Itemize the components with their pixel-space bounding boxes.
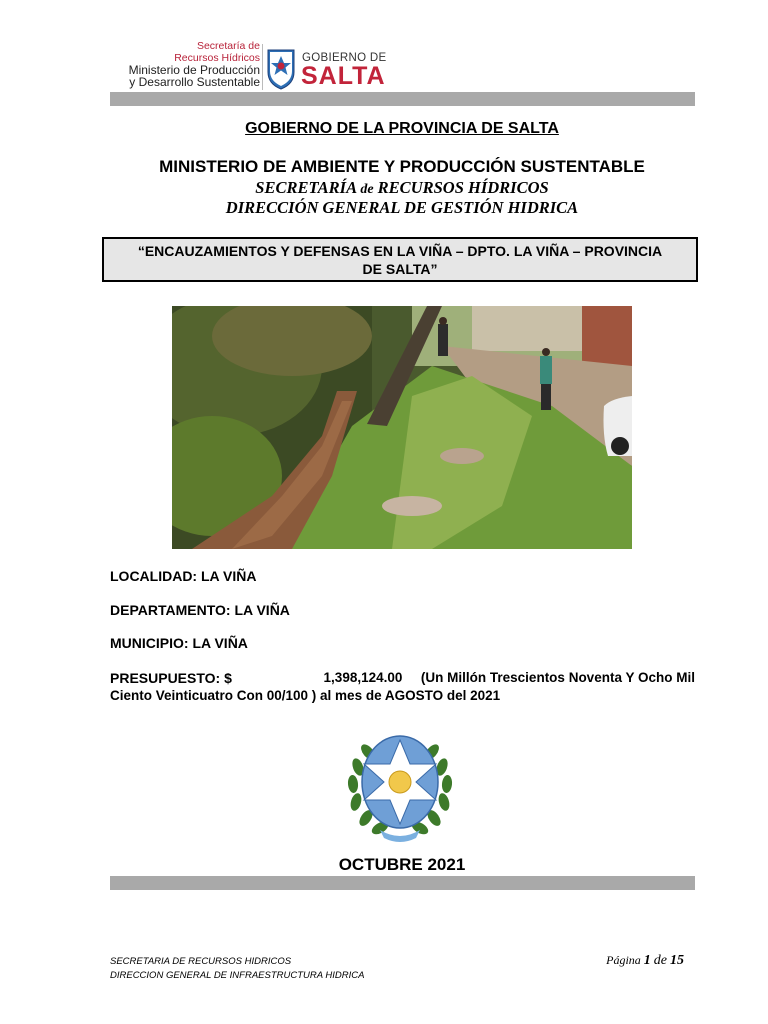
- header-bar: [110, 92, 695, 106]
- salta-coat-of-arms-icon: [344, 722, 456, 844]
- logo-ministerio-line1: Ministerio de Producción: [128, 63, 260, 77]
- budget-block: [110, 669, 695, 705]
- secretariat-prefix: SECRETARÍA: [255, 178, 361, 197]
- project-title-box: [102, 237, 698, 282]
- logo-ministerio-line2: y Desarrollo Sustentable: [129, 75, 260, 89]
- project-title-line1: “ENCAUZAMIENTOS Y DEFENSAS EN LA VIÑA – DPTO. LA VIÑA – PROVINCIA: [137, 243, 663, 259]
- footer-org: [110, 955, 364, 983]
- canal-photo: [172, 306, 632, 549]
- localidad-field: LOCALIDAD: LA VIÑA: [110, 568, 257, 584]
- government-title: GOBIERNO DE LA PROVINCIA DE SALTA: [245, 120, 559, 137]
- footer-line1: SECRETARIA DE RECURSOS HIDRICOS: [110, 956, 292, 967]
- ministry-title: MINISTERIO DE AMBIENTE Y PRODUCCIÓN SUSTENTABLE: [159, 157, 645, 176]
- page-word: Página: [606, 953, 641, 967]
- secretariat-title: [100, 178, 704, 198]
- page-current: 1: [643, 953, 651, 968]
- ministry-logo-text: [110, 40, 260, 88]
- page-of: de: [653, 953, 667, 968]
- direction-title: DIRECCIÓN GENERAL DE GESTIÓN HIDRICA: [225, 198, 579, 217]
- budget-words-1: (Un Millón Trescientos Noventa Y Ocho Mil: [420, 670, 695, 685]
- logo-divider: [262, 44, 263, 90]
- municipio-field: MUNICIPIO: LA VIÑA: [110, 635, 248, 651]
- logo-secretaria-line1: Secretaría de: [196, 40, 260, 52]
- footer-bar: [110, 876, 695, 890]
- budget-amount: 1,398,124.00: [323, 670, 403, 685]
- page-number: [560, 953, 684, 969]
- departamento-field: DEPARTAMENTO: LA VIÑA: [110, 602, 290, 618]
- budget-label: PRESUPUESTO: $: [110, 670, 232, 686]
- logo-gobierno-de: GOBIERNO DE: [302, 52, 387, 64]
- secretariat-suffix: RECURSOS HÍDRICOS: [373, 178, 549, 197]
- budget-row1: [110, 669, 695, 687]
- logo-salta: SALTA: [301, 62, 386, 90]
- budget-words-2: Ciento Veinticuatro Con 00/100 ) al mes de AGOSTO del 2021: [110, 688, 501, 703]
- salta-shield-icon: [266, 46, 296, 90]
- document-date: OCTUBRE 2021: [338, 855, 466, 874]
- page-total: 15: [670, 953, 684, 968]
- secretariat-de: de: [360, 182, 374, 197]
- logo-secretaria-line2: Recursos Hídricos: [174, 52, 260, 64]
- project-title-line2: DE SALTA”: [362, 261, 438, 277]
- footer-line2: DIRECCION GENERAL DE INFRAESTRUCTURA HIDRICA: [110, 970, 365, 981]
